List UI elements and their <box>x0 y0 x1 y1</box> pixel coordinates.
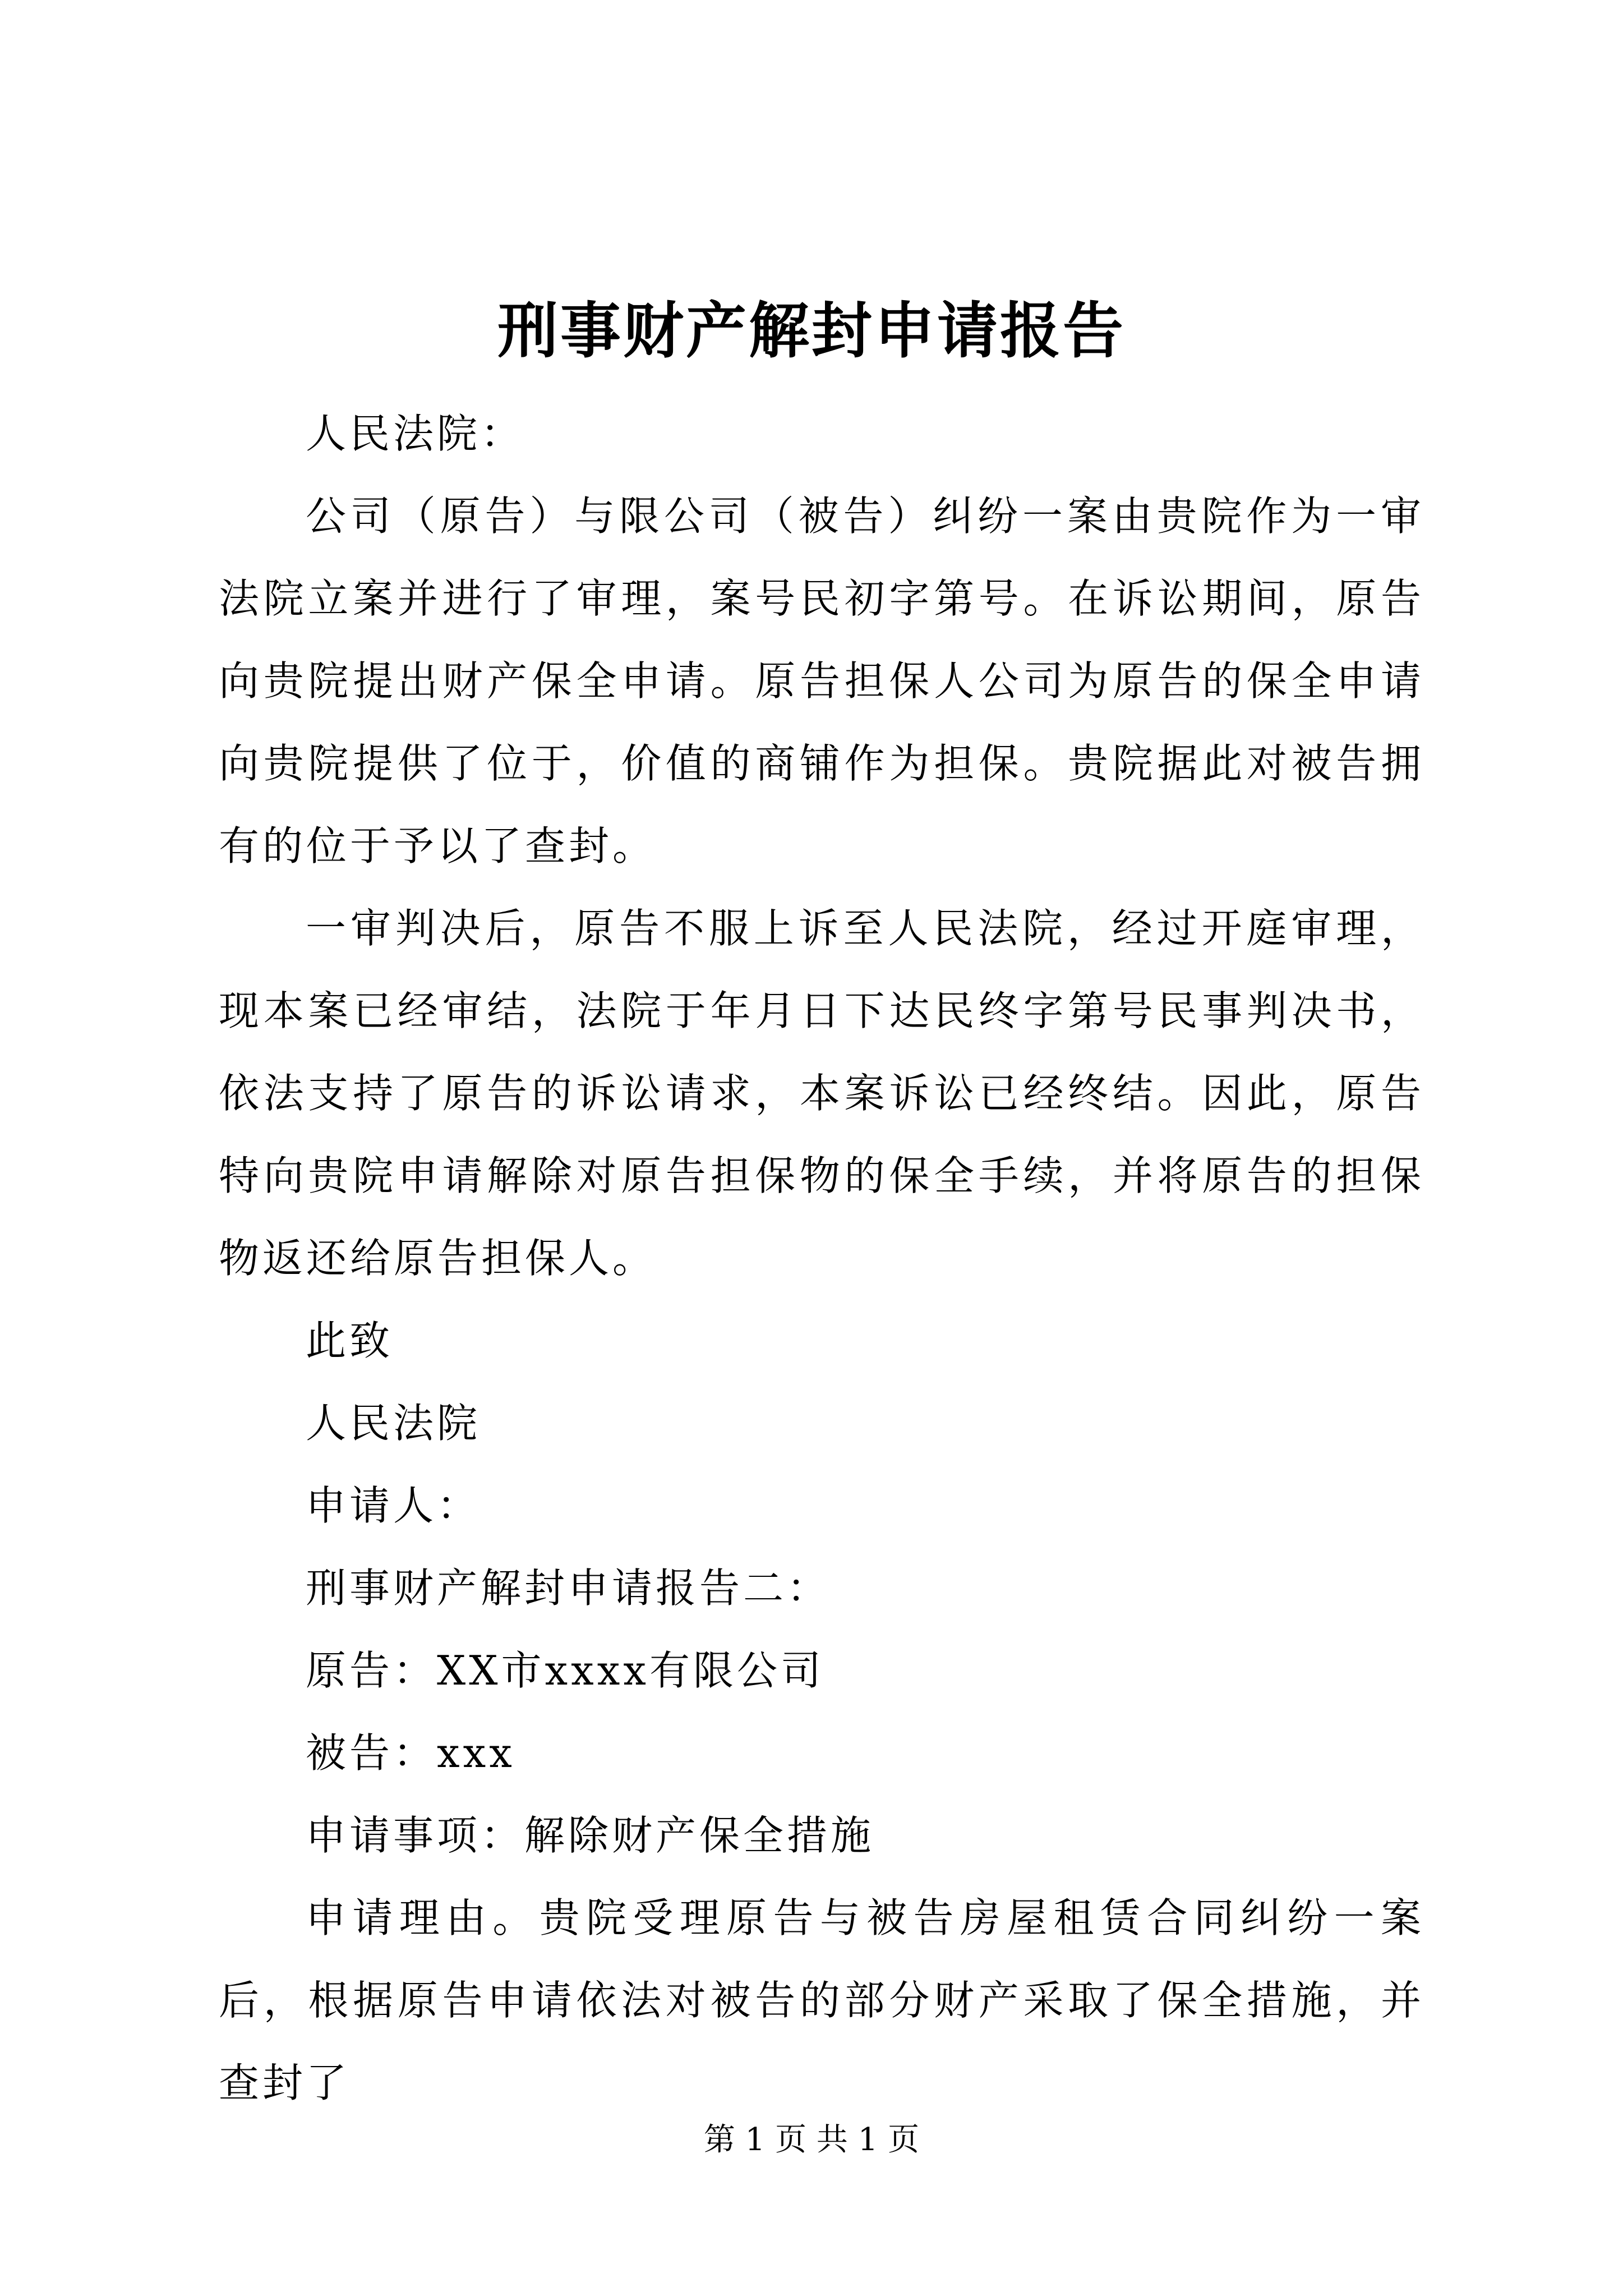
salutation: 人民法院： <box>306 410 525 457</box>
applicant-line: 申请人： <box>306 1482 481 1529</box>
application-matter-line: 申请事项：解除财产保全措施 <box>306 1812 875 1859</box>
closing-greeting: 此致 <box>306 1317 394 1364</box>
defendant-line: 被告：xxx <box>306 1729 515 1777</box>
paragraph-case-background: 公司（原告）与限公司（被告）纠纷一案由贵院作为一审法院立案并进行了审理，案号民初字第号。在诉讼期间，原告向贵院提出财产保全申请。原告担保人公司为原告的保全申请向贵院提供了位于，价值的商铺作为担保。贵院据此对被告拥有的位于予以了查封。 <box>219 493 1424 869</box>
closing-recipient: 人民法院 <box>306 1400 481 1447</box>
plaintiff-line: 原告：XX市xxxx有限公司 <box>306 1647 824 1694</box>
document-body <box>219 393 1424 2124</box>
page-footer: 第 1 页 共 1 页 <box>703 2122 920 2158</box>
paragraph-judgment-request: 一审判决后，原告不服上诉至人民法院，经过开庭审理，现本案已经审结，法院于年月日下达民终字第号民事判决书，依法支持了原告的诉讼请求，本案诉讼已经终结。因此，原告特向贵院申请解除对原告担保物的保全手续，并将原告的担保物返还给原告担保人。 <box>219 905 1424 1282</box>
second-report-heading: 刑事财产解封申请报告二： <box>306 1565 831 1612</box>
document-title: 刑事财产解封申请报告 <box>497 296 1126 366</box>
application-reason-paragraph: 申请理由。贵院受理原告与被告房屋租赁合同纠纷一案后，根据原告申请依法对被告的部分财产采取了保全措施，并查封了 <box>219 1894 1424 2106</box>
